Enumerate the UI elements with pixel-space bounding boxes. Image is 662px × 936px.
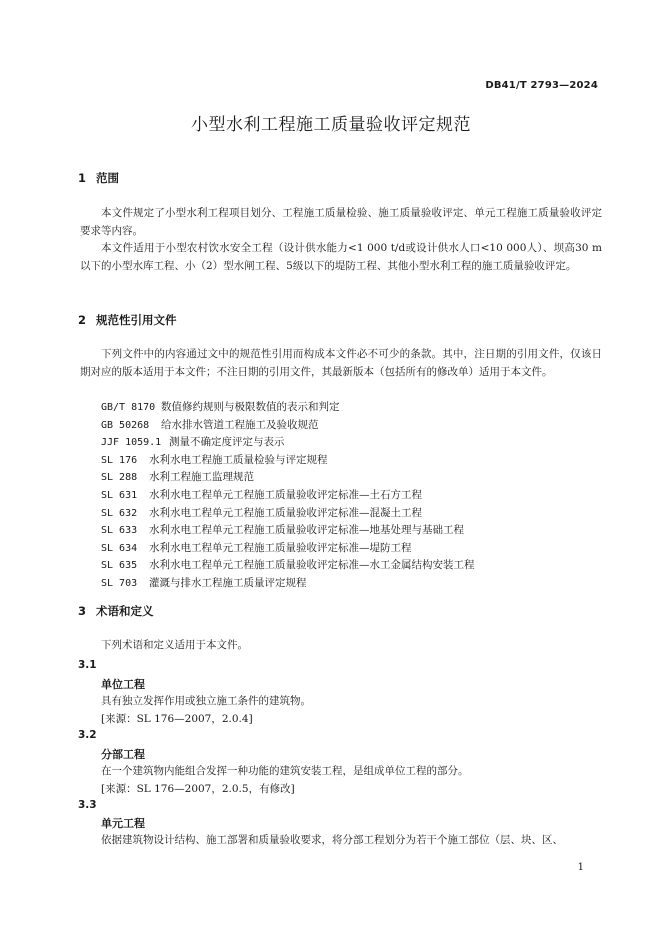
term-definition: 在一个建筑物内能组合发挥一种功能的建筑安装工程，是组成单位工程的部分。	[101, 765, 469, 777]
reference-name: 水利水电工程单元工程施工质量验收评定标准—地基处理与基础工程	[149, 524, 464, 537]
reference-name: 水利水电工程单元工程施工质量验收评定标准—混凝土工程	[149, 506, 422, 519]
reference-name: 水利水电工程单元工程施工质量验收评定标准—水工金属结构安装工程	[149, 559, 475, 572]
reference-name: 水利工程施工监理规范	[149, 471, 254, 484]
reference-item	[101, 469, 475, 487]
reference-name: 测量不确定度评定与表示	[169, 436, 285, 449]
section-1-heading	[78, 170, 119, 186]
reference-code: SL 176	[101, 454, 138, 466]
term-number: 3.2	[78, 729, 97, 741]
term-number: 3.3	[78, 799, 97, 811]
term-source: [来源：SL 176—2007，2.0.5，有修改]	[101, 783, 295, 795]
page-number: 1	[577, 862, 584, 873]
section-1-para-2: 本文件适用于小型农村饮水安全工程（设计供水能力<1 000 t/d或设计供水人口<10 000人）、坝高30 m以下的小型水库工程、小（2）型水闸工程、5级以下的堤防工程、其他小型水利工程的施工质量验收评定。	[80, 242, 602, 272]
reference-name: 水利水电工程单元工程施工质量验收评定标准—土石方工程	[149, 488, 422, 501]
section-2-number: 2	[78, 313, 87, 327]
reference-item	[101, 399, 475, 417]
reference-item	[101, 505, 475, 523]
section-1-para-1: 本文件规定了小型水利工程项目划分、工程施工质量检验、施工质量验收评定、单元工程施工质量验收评定要求等内容。	[80, 207, 602, 237]
document-title: 小型水利工程施工质量验收评定规范	[191, 115, 471, 135]
section-3-number: 3	[78, 604, 87, 618]
reference-name: 数值修约规则与极限数值的表示和判定	[161, 401, 340, 413]
reference-code: GB 50268	[101, 419, 150, 431]
section-2-title: 规范性引用文件	[96, 313, 177, 327]
term-definition: 具有独立发挥作用或独立施工条件的建筑物。	[101, 695, 311, 707]
term-number: 3.1	[78, 659, 97, 671]
reference-name: 水利水电工程单元工程施工质量验收评定标准—堤防工程	[149, 541, 412, 554]
reference-code: JJF 1059.1	[101, 437, 162, 449]
term-name: 分部工程	[101, 748, 145, 761]
reference-code: GB/T 8170	[101, 402, 156, 413]
reference-code: SL 632	[101, 507, 138, 519]
term-definition: 依据建筑物设计结构、施工部署和质量验收要求，将分部工程划分为若干个施工部位（层、块、区、	[101, 834, 563, 846]
reference-item	[101, 540, 475, 558]
document-code: DB41/T 2793—2024	[485, 80, 598, 91]
reference-code: SL 633	[101, 525, 138, 537]
reference-code: SL 631	[101, 489, 138, 501]
reference-code: SL 703	[101, 577, 138, 589]
reference-item	[101, 575, 475, 593]
section-3-title: 术语和定义	[96, 604, 154, 618]
reference-item	[101, 434, 475, 452]
reference-code: SL 635	[101, 560, 138, 572]
reference-list	[101, 399, 475, 593]
section-2-heading	[78, 312, 177, 328]
reference-item	[101, 452, 475, 470]
reference-name: 水利水电工程施工质量检验与评定规程	[149, 453, 328, 466]
term-name: 单位工程	[101, 678, 145, 691]
reference-item	[101, 522, 475, 540]
reference-name: 给水排水管道工程施工及验收规范	[161, 418, 319, 431]
term-source: [来源：SL 176—2007，2.0.4]	[101, 713, 253, 725]
section-3-heading	[78, 603, 154, 619]
reference-code: SL 288	[101, 472, 138, 484]
reference-item	[101, 557, 475, 575]
reference-name: 灌溉与排水工程施工质量评定规程	[149, 576, 307, 589]
section-3-intro: 下列术语和定义适用于本文件。	[101, 639, 248, 651]
section-1-number: 1	[78, 171, 87, 185]
section-2-intro: 下列文件中的内容通过文中的规范性引用而构成本文件必不可少的条款。其中，注日期的引用文件，仅该日期对应的版本适用于本文件；不注日期的引用文件，其最新版本（包括所有的修改单）适用于本文件。	[80, 348, 602, 378]
reference-item	[101, 487, 475, 505]
reference-item	[101, 417, 475, 435]
term-name: 单元工程	[101, 817, 145, 830]
section-1-title: 范围	[96, 171, 119, 185]
reference-code: SL 634	[101, 542, 138, 554]
